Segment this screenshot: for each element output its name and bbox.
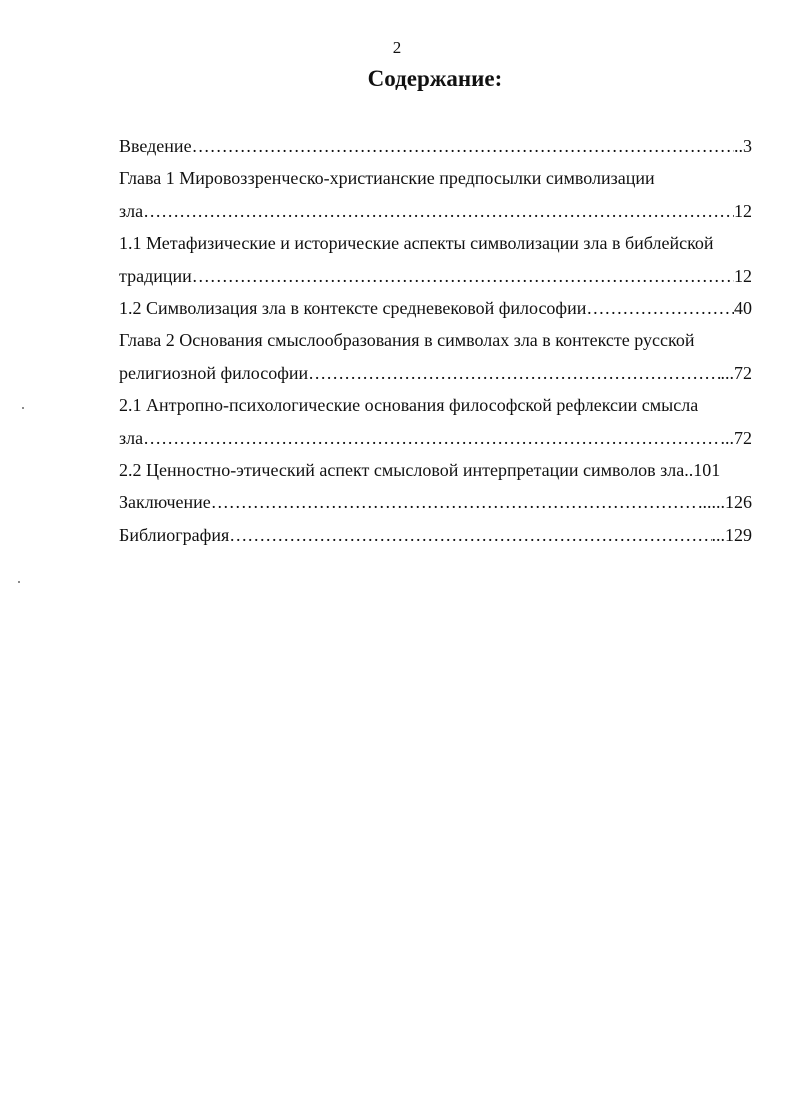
toc-entry-page: ..101 [684,459,721,480]
toc-entry-page: ...72 [720,362,752,383]
dot-leader [143,422,720,454]
scan-speck [22,407,24,409]
toc-entry-text: зла [119,427,144,448]
dot-leader [192,130,734,162]
toc-entry-chapter-1-line1[interactable]: Глава 1 Мировоззренческо-христианские предпосылки символизации [119,168,655,189]
toc-entry-page: ..3 [734,136,752,156]
dot-leader [586,292,734,324]
dot-leader [229,519,711,551]
toc-title: Содержание: [367,66,503,91]
toc-entry-introduction[interactable] [119,130,752,162]
toc-entry-chapter-2[interactable] [119,357,752,389]
toc-entry-section-1-2[interactable] [119,292,752,324]
table-of-contents [119,130,752,551]
toc-entry-section-2-1-line1[interactable]: 2.1 Антропно-психологические основания философской рефлексии смысла [119,395,699,416]
toc-entry-text: Библиография [119,524,230,545]
dot-leader [192,260,734,292]
toc-entry-text: Заключение [119,492,211,513]
toc-entry-section-1-1-line1[interactable]: 1.1 Метафизические и исторические аспекты символизации зла в библейской [119,233,714,254]
dot-leader [308,357,720,389]
toc-entry-text: 1.2 Символизация зла в контексте средневековой философии [119,297,587,318]
toc-entry-chapter-1[interactable] [119,195,752,227]
dot-leader [143,195,734,227]
toc-entry-text: зла [119,200,144,221]
toc-entry-page: 40 [734,297,752,318]
page-number: 2 [392,38,402,57]
dot-leader [211,486,698,518]
toc-entry-section-2-1[interactable] [119,422,752,454]
toc-entry-chapter-2-line1[interactable]: Глава 2 Основания смыслообразования в символах зла в контексте русской [119,330,695,351]
toc-entry-text: Введение [119,136,192,156]
toc-entry-text: традиции [119,265,192,286]
toc-entry-page: 12 [734,200,752,221]
toc-entry-page: ...129 [711,524,752,545]
toc-entry-section-1-1[interactable] [119,260,752,292]
toc-entry-page: ......126 [698,492,752,513]
toc-entry-page: ...72 [720,427,752,448]
toc-entry-text: религиозной философии [119,362,309,383]
toc-entry-page: 12 [734,265,752,286]
scan-speck [18,581,20,583]
toc-entry-section-2-2[interactable] [119,454,752,486]
toc-entry-text: 2.2 Ценностно-этический аспект смысловой интерпретации символов зла [119,459,685,480]
toc-entry-bibliography[interactable] [119,519,752,551]
toc-entry-conclusion[interactable] [119,486,752,518]
